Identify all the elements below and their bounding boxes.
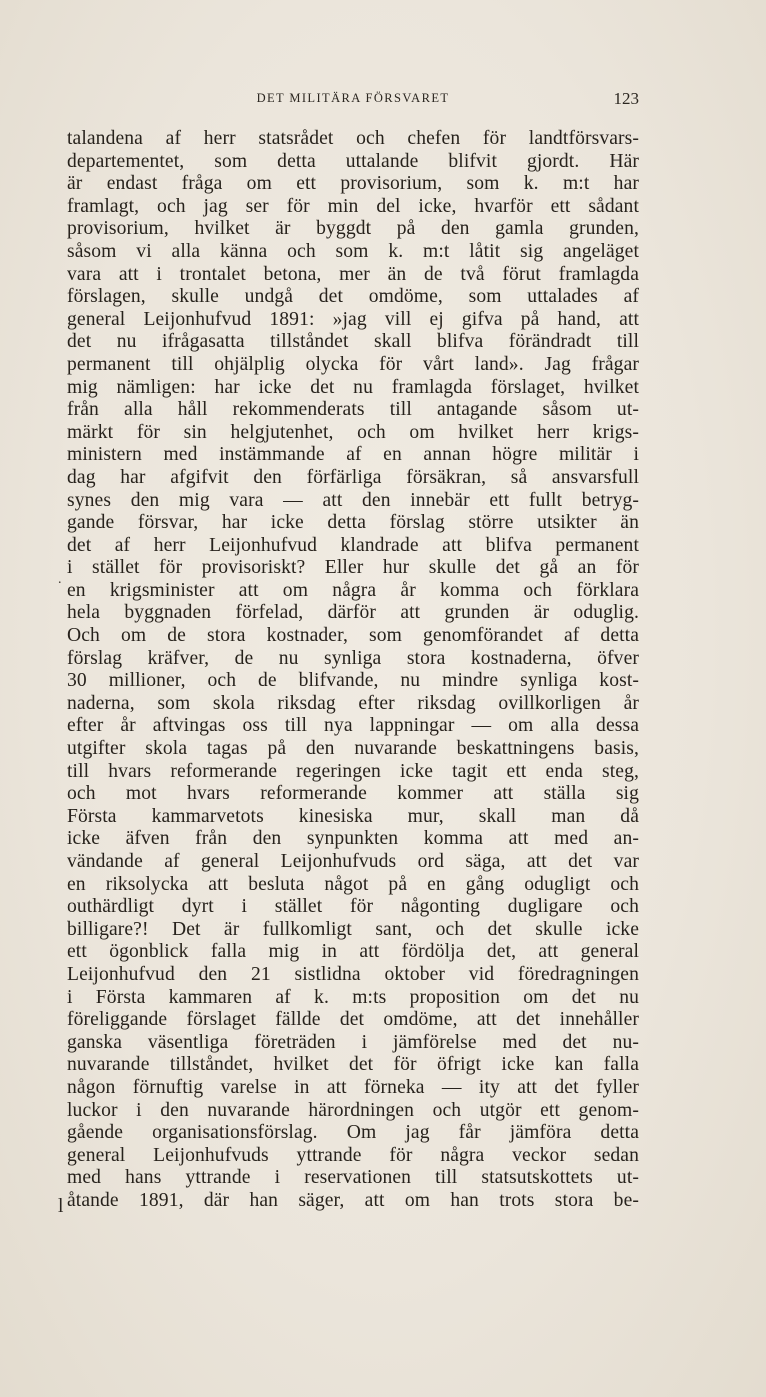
text-line: en riksolycka att besluta något på en gång odugligt och bbox=[67, 873, 639, 895]
text-line: vara att i trontalet betona, mer än de två förut framlagda bbox=[67, 263, 639, 285]
text-line: med hans yttrande i reservationen till statsutskottets ut- bbox=[67, 1167, 639, 1189]
text-line: provisorium, hvilket är byggdt på den gamla grunden, bbox=[67, 218, 639, 240]
text-line: billigare?! Det är fullkomligt sant, och det skulle icke bbox=[67, 918, 639, 940]
running-head: DET MILITÄRA FÖRSVARET bbox=[256, 91, 450, 105]
text-line: i Första kammaren af k. m:ts proposition om det nu bbox=[67, 986, 639, 1008]
text-line: nuvarande tillståndet, hvilket det för öfrigt icke kan falla bbox=[67, 1054, 639, 1076]
text-line: permanent till ohjälplig olycka för vårt land». Jag frågar bbox=[67, 353, 639, 375]
text-line: general Leijonhufvud 1891: »jag vill ej gifva på hand, att bbox=[67, 308, 639, 330]
text-line: i stället för provisoriskt? Eller hur skulle det gå an för bbox=[67, 557, 639, 579]
text-line: märkt för sin helgjutenhet, och om hvilket herr krigs- bbox=[67, 421, 639, 443]
text-line: från alla håll rekommenderats till antagande såsom ut- bbox=[67, 399, 639, 421]
text-line: mig nämligen: har icke det nu framlagda förslaget, hvilket bbox=[67, 376, 639, 398]
text-line: såsom vi alla känna och som k. m:t låtit sig angeläget bbox=[67, 240, 639, 262]
text-line: outhärdligt dyrt i stället för någonting dugligare och bbox=[67, 896, 639, 918]
text-line: talandena af herr statsrådet och chefen för landtförsvars- bbox=[67, 128, 639, 149]
text-line: förslagen, skulle undgå det omdöme, som uttalades af bbox=[67, 286, 639, 308]
text-line: vändande af general Leijonhufvuds ord säga, att det var bbox=[67, 851, 639, 872]
text-line: luckor i den nuvarande härordningen och utgör ett genom- bbox=[67, 1099, 639, 1121]
body-text bbox=[67, 128, 639, 1213]
text-line: general Leijonhufvuds yttrande för några veckor sedan bbox=[67, 1144, 639, 1166]
text-line: det af herr Leijonhufvud klandrade att blifva permanent bbox=[67, 534, 639, 556]
text-line: naderna, som skola riksdag efter riksdag ovillkorligen år bbox=[67, 692, 639, 714]
page-header bbox=[67, 91, 639, 111]
text-line: icke äfven från den synpunkten komma att med an- bbox=[67, 828, 639, 850]
text-line: ministern med instämmande af en annan högre militär i bbox=[67, 444, 639, 466]
page-number: 123 bbox=[613, 89, 639, 108]
text-line: förslag kräfver, de nu synliga stora kostnaderna, öfver bbox=[67, 647, 639, 669]
text-line: ganska väsentliga företräden i jämförelse med det nu- bbox=[67, 1031, 639, 1053]
text-line: hela byggnaden förfelad, därför att grunden är oduglig. bbox=[67, 602, 639, 624]
text-line: åtande 1891, där han säger, att om han trots stora be- bbox=[67, 1189, 639, 1211]
margin-mark: l bbox=[58, 1196, 64, 1217]
text-line: Första kammarvetots kinesiska mur, skall man då bbox=[67, 805, 639, 827]
text-line: är endast fråga om ett provisorium, som k. m:t har bbox=[67, 173, 639, 195]
text-line: 30 millioner, och de blifvande, nu mindre synliga kost- bbox=[67, 670, 639, 692]
text-line: det nu ifrågasatta tillståndet skall blifva förändradt till bbox=[67, 331, 639, 353]
text-line: Och om de stora kostnader, som genomförandet af detta bbox=[67, 625, 639, 647]
text-line: föreliggande förslaget fällde det omdöme, att det innehåller bbox=[67, 1009, 639, 1031]
text-line: och mot hvars reformerande kommer att ställa sig bbox=[67, 783, 639, 805]
text-line: Leijonhufvud den 21 sistlidna oktober vid föredragningen bbox=[67, 963, 639, 985]
text-line: ett ögonblick falla mig in att fördölja det, att general bbox=[67, 941, 639, 963]
text-line: efter år aftvingas oss till nya lappningar — om alla dessa bbox=[67, 715, 639, 737]
text-line: framlagt, och jag ser för min del icke, hvarför ett sådant bbox=[67, 195, 639, 217]
text-line: synes den mig vara — att den innebär ett fullt betryg- bbox=[67, 489, 639, 511]
text-line: departementet, som detta uttalande blifvit gjordt. Här bbox=[67, 150, 639, 172]
text-line: till hvars reformerande regeringen icke tagit ett enda steg, bbox=[67, 760, 639, 782]
text-line: utgifter skola tagas på den nuvarande beskattningens basis, bbox=[67, 738, 639, 760]
text-line: någon förnuftig varelse in att förneka — ity att det fyller bbox=[67, 1076, 639, 1098]
text-line: en krigsminister att om några år komma och förklara bbox=[67, 579, 639, 601]
text-line: gående organisationsförslag. Om jag får jämföra detta bbox=[67, 1122, 639, 1144]
margin-mark: . bbox=[58, 572, 62, 587]
text-line: gande försvar, har icke detta förslag större utsikter än bbox=[67, 512, 639, 534]
text-line: dag har afgifvit den förfärliga försäkran, så ansvarsfull bbox=[67, 466, 639, 488]
